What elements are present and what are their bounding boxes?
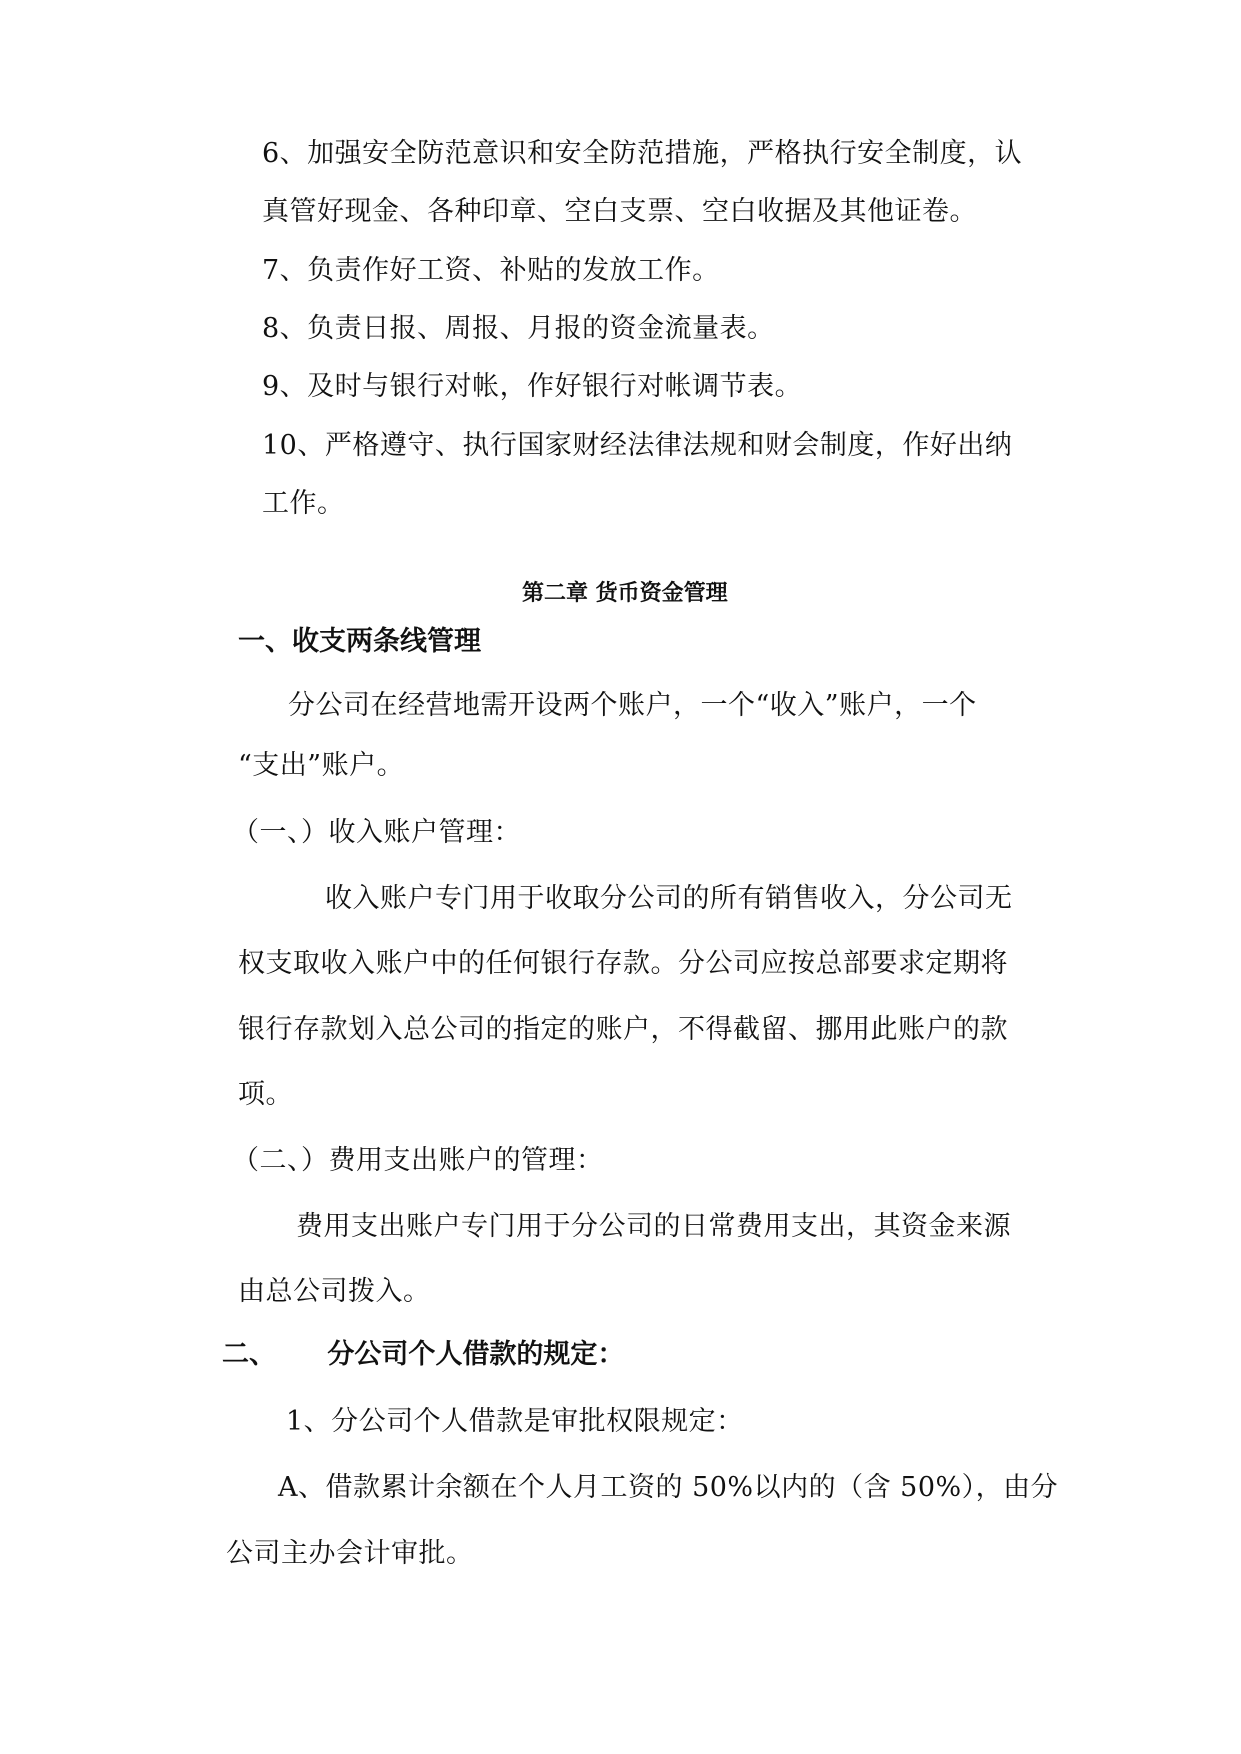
subsection-1-line-2: 权支取收入账户中的任何银行存款。分公司应按总部要求定期将 — [238, 948, 1008, 979]
section-2-heading — [222, 1337, 624, 1373]
chapter-title: 第二章 货币资金管理 — [522, 581, 728, 606]
rule-a-line-2: 公司主办会计审批。 — [226, 1538, 474, 1569]
duty-item-6-line-1: 6、加强安全防范意识和安全防范措施，严格执行安全制度，认 — [262, 138, 1023, 169]
duty-item-9: 9、及时与银行对帐，作好银行对帐调节表。 — [262, 371, 803, 402]
rule-1: 1、分公司个人借款是审批权限规定： — [286, 1406, 744, 1437]
duty-item-10-line-2: 工作。 — [262, 488, 345, 519]
subsection-2-line-1: 费用支出账户专门用于分公司的日常费用支出，其资金来源 — [296, 1211, 1011, 1242]
section-2-heading-number: 二、 — [222, 1339, 276, 1370]
duty-item-8: 8、负责日报、周报、月报的资金流量表。 — [262, 313, 775, 344]
rule-a-line-1: A、借款累计余额在个人月工资的 50%以内的（含 50%），由分 — [278, 1472, 1059, 1503]
section-1-intro-line-2: “支出”账户。 — [238, 750, 405, 781]
subsection-1-line-4: 项。 — [238, 1079, 293, 1110]
subsection-2-title: （二、）费用支出账户的管理： — [232, 1145, 604, 1176]
duty-item-6-line-2: 真管好现金、各种印章、空白支票、空白收据及其他证卷。 — [262, 196, 977, 227]
subsection-1-title: （一、）收入账户管理： — [232, 817, 521, 848]
section-2-heading-text: 分公司个人借款的规定： — [327, 1339, 625, 1370]
subsection-1-line-3: 银行存款划入总公司的指定的账户，不得截留、挪用此账户的款 — [238, 1014, 1008, 1045]
duty-item-10-line-1: 10、严格遵守、执行国家财经法律法规和财会制度，作好出纳 — [262, 430, 1013, 461]
section-1-intro-line-1: 分公司在经营地需开设两个账户，一个“收入”账户，一个 — [288, 690, 977, 721]
subsection-2-line-2: 由总公司拨入。 — [238, 1276, 431, 1307]
section-1-heading: 一、收支两条线管理 — [238, 626, 481, 657]
subsection-1-line-1: 收入账户专门用于收取分公司的所有销售收入，分公司无 — [325, 883, 1013, 914]
duty-item-7: 7、负责作好工资、补贴的发放工作。 — [262, 255, 720, 286]
